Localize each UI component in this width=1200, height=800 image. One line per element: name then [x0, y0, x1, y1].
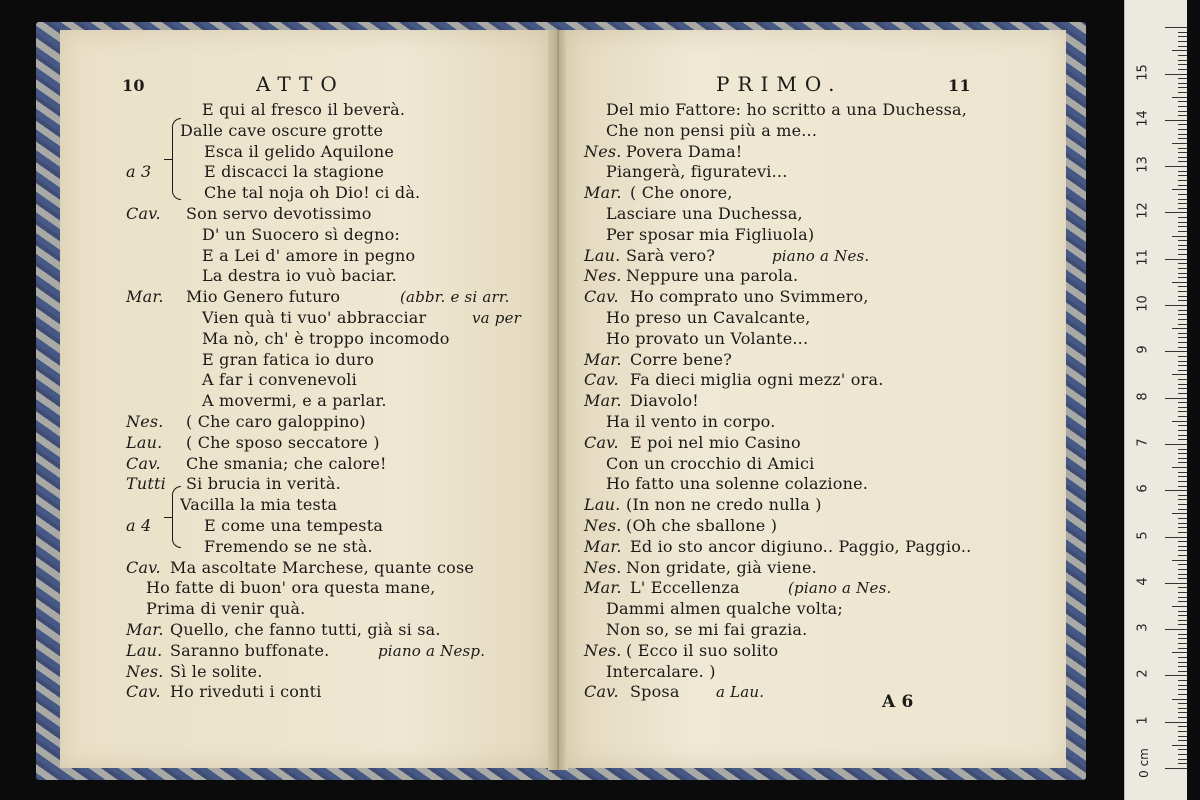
- ruler-tick: [1178, 92, 1187, 93]
- ruler-tick: [1172, 560, 1187, 561]
- verse-line: A far i convenevoli: [202, 370, 357, 390]
- ruler-tick: [1178, 411, 1187, 412]
- verse-line: Prima di venir quà.: [146, 599, 306, 619]
- ruler-tick: [1178, 541, 1187, 542]
- speaker-label: Cav.: [584, 287, 619, 307]
- speaker-label: Cav.: [584, 370, 619, 390]
- verse-line: E gran fatica io duro: [202, 349, 375, 369]
- verse-line: Ho provato un Volante...: [606, 328, 809, 348]
- ruler-tick: [1178, 648, 1187, 649]
- ruler-tick: [1178, 736, 1187, 737]
- ruler-tick: [1178, 129, 1187, 130]
- ruler-tick: [1178, 662, 1187, 663]
- ruler-tick: [1165, 768, 1187, 769]
- verse-line: ( Che caro galoppino): [186, 412, 366, 431]
- ruler-tick: [1178, 134, 1187, 135]
- speaker-label: Nes.: [584, 516, 622, 535]
- measuring-ruler: [1124, 0, 1187, 800]
- ruler-tick: [1178, 370, 1187, 371]
- verse-line: E come una tempesta: [204, 516, 384, 535]
- right-page: [566, 30, 1066, 768]
- ruler-tick: [1178, 601, 1187, 602]
- ruler-tick: [1178, 347, 1187, 348]
- ruler-tick: [1178, 231, 1187, 232]
- ruler-tick: [1178, 180, 1187, 181]
- ruler-tick: [1165, 490, 1187, 491]
- speaker-label: a 4: [126, 516, 152, 535]
- speaker-label: Mar.: [126, 287, 164, 307]
- page-number: 10: [122, 76, 145, 95]
- ruler-tick: [1178, 324, 1187, 325]
- speaker-label: Mar.: [584, 183, 622, 203]
- ruler-tick: [1178, 592, 1187, 593]
- ruler-tick: [1178, 291, 1187, 292]
- speaker-label: Lau.: [584, 495, 621, 515]
- speaker-label: Mar.: [584, 349, 622, 369]
- verse-line: Ma nò, ch' è troppo incomodo: [202, 328, 450, 348]
- ruler-tick: [1178, 226, 1187, 227]
- ruler-tick: [1178, 462, 1187, 463]
- ruler-tick: [1172, 236, 1187, 237]
- ruler-tick: [1178, 310, 1187, 311]
- ruler-tick: [1178, 486, 1187, 487]
- ruler-tick: [1178, 115, 1187, 116]
- ruler-number: 1: [1135, 716, 1151, 725]
- ruler-tick: [1178, 138, 1187, 139]
- stage-direction: va per: [472, 309, 522, 327]
- ruler-tick: [1165, 74, 1187, 75]
- ruler-tick: [1178, 249, 1187, 250]
- verse-line: Piangerà, figuratevi...: [606, 162, 788, 182]
- verse-line: Vacilla la mia testa: [180, 495, 338, 515]
- ruler-tick: [1178, 685, 1187, 686]
- ruler-tick: [1178, 416, 1187, 417]
- speaker-label: Nes.: [584, 266, 622, 286]
- verse-line: D' un Suocero sì degno:: [202, 224, 400, 244]
- verse-line: Non so, se mi fai grazia.: [606, 620, 808, 639]
- ruler-tick: [1178, 203, 1187, 204]
- ruler-tick: [1178, 555, 1187, 556]
- ruler-tick: [1178, 504, 1187, 505]
- ruler-tick: [1178, 342, 1187, 343]
- ruler-tick: [1165, 583, 1187, 584]
- ruler-tick: [1178, 615, 1187, 616]
- speaker-label: Nes.: [126, 661, 164, 681]
- verse-line: Sposa: [630, 682, 680, 702]
- ruler-tick: [1178, 60, 1187, 61]
- ruler-tick: [1178, 546, 1187, 547]
- ruler-tick: [1178, 69, 1187, 70]
- ruler-tick: [1178, 46, 1187, 47]
- ruler-number: 15: [1135, 63, 1151, 81]
- ruler-tick: [1178, 148, 1187, 149]
- verse-line: Ho riveduti i conti: [170, 682, 322, 702]
- ruler-tick: [1178, 634, 1187, 635]
- speaker-label: Mar.: [584, 536, 622, 556]
- ruler-tick: [1178, 268, 1187, 269]
- ruler-tick: [1178, 157, 1187, 158]
- ruler-tick: [1178, 638, 1187, 639]
- verse-line: Che non pensi più a me...: [606, 120, 818, 140]
- ruler-tick: [1165, 444, 1187, 445]
- verse-line: Non gridate, già viene.: [626, 557, 817, 577]
- speaker-label: Cav.: [126, 453, 161, 473]
- ruler-number: 9: [1135, 345, 1151, 354]
- verse-line: E qui al fresco il beverà.: [202, 100, 406, 119]
- verse-line: ( Che onore,: [630, 183, 733, 203]
- signature-mark: A 6: [882, 692, 914, 712]
- speaker-label: Cav.: [584, 682, 619, 702]
- verse-line: E a Lei d' amore in pegno: [202, 245, 416, 265]
- verse-line: Ho fatte di buon' ora questa mane,: [146, 578, 436, 598]
- ruler-tick: [1178, 273, 1187, 274]
- ruler-tick: [1178, 185, 1187, 186]
- speaker-label: Cav.: [584, 432, 619, 452]
- ruler-tick: [1178, 319, 1187, 320]
- speaker-label: Lau.: [126, 640, 163, 660]
- verse-line: ( Che sposo seccatore ): [186, 432, 380, 452]
- verse-line: Ho fatto una solenne colazione.: [606, 474, 869, 494]
- book-spine: [548, 30, 568, 770]
- ruler-tick: [1172, 328, 1187, 329]
- ruler-number: 3: [1135, 623, 1151, 632]
- page-header: ATTO: [256, 72, 345, 96]
- ruler-tick: [1178, 611, 1187, 612]
- ruler-tick: [1178, 314, 1187, 315]
- ruler-tick: [1172, 189, 1187, 190]
- ruler-tick: [1178, 569, 1187, 570]
- ruler-tick: [1172, 50, 1187, 51]
- speaker-label: Nes.: [584, 557, 622, 577]
- ruler-tick: [1178, 763, 1187, 764]
- verse-line: Ed io sto ancor digiuno.. Paggio, Paggio..: [630, 536, 972, 556]
- ruler-number: 7: [1135, 438, 1151, 447]
- ruler-tick: [1178, 36, 1187, 37]
- speaker-label: Nes.: [584, 141, 622, 161]
- ruler-tick: [1178, 402, 1187, 403]
- ruler-tick: [1178, 161, 1187, 162]
- ruler-tick: [1172, 467, 1187, 468]
- verse-line: Ha il vento in corpo.: [606, 412, 776, 431]
- ruler-tick: [1178, 337, 1187, 338]
- ruler-tick: [1178, 449, 1187, 450]
- verse-line: Ho preso un Cavalcante,: [606, 308, 811, 327]
- ruler-tick: [1178, 495, 1187, 496]
- stage-direction: piano a Nes.: [772, 246, 870, 265]
- verse-line: L' Eccellenza: [630, 578, 740, 598]
- ruler-tick: [1178, 587, 1187, 588]
- ruler-tick: [1172, 421, 1187, 422]
- ruler-tick: [1178, 384, 1187, 385]
- verse-line: Intercalare. ): [606, 661, 716, 681]
- ruler-tick: [1178, 254, 1187, 255]
- ruler-tick: [1178, 379, 1187, 380]
- ruler-tick: [1178, 356, 1187, 357]
- verse-line: Che smania; che calore!: [186, 453, 387, 473]
- speaker-label: Lau.: [584, 245, 621, 265]
- stage-direction: (abbr. e si arr.: [400, 288, 510, 307]
- verse-line: Dalle cave oscure grotte: [180, 120, 384, 140]
- ruler-tick: [1172, 282, 1187, 283]
- speaker-label: Cav.: [126, 682, 161, 702]
- ruler-tick: [1178, 518, 1187, 519]
- ruler-tick: [1172, 143, 1187, 144]
- ruler-tick: [1178, 532, 1187, 533]
- speaker-label: Cav.: [126, 557, 161, 577]
- ruler-tick: [1178, 564, 1187, 565]
- ruler-tick: [1178, 754, 1187, 755]
- verse-line: Ma ascoltate Marchese, quante cose: [170, 557, 475, 577]
- ruler-tick: [1178, 286, 1187, 287]
- ruler-tick: [1178, 509, 1187, 510]
- ruler-tick: [1178, 425, 1187, 426]
- ruler-tick: [1172, 97, 1187, 98]
- ruler-tick: [1165, 120, 1187, 121]
- ruler-tick: [1178, 453, 1187, 454]
- ruler-tick: [1178, 407, 1187, 408]
- ruler-tick: [1178, 199, 1187, 200]
- speaker-label: a 3: [126, 162, 152, 182]
- ruler-tick: [1178, 476, 1187, 477]
- ruler-number: 4: [1135, 577, 1151, 586]
- verse-line: Sì le solite.: [170, 661, 263, 681]
- ruler-tick: [1178, 726, 1187, 727]
- ruler-tick: [1178, 458, 1187, 459]
- verse-line: Per sposar mia Figliuola): [606, 224, 815, 244]
- ruler-tick: [1178, 78, 1187, 79]
- page-number: 11: [948, 76, 971, 95]
- verse-line: Del mio Fattore: ho scritto a una Duchessa,: [606, 100, 968, 119]
- ruler-tick: [1165, 166, 1187, 167]
- verse-line: Dammi almen qualche volta;: [606, 599, 843, 619]
- ruler-tick: [1178, 680, 1187, 681]
- ruler-tick: [1178, 240, 1187, 241]
- speaker-label: Nes.: [584, 640, 622, 660]
- verse-line: Povera Dama!: [626, 141, 743, 161]
- ruler-tick: [1178, 694, 1187, 695]
- page-header: PRIMO.: [716, 72, 843, 96]
- verse-line: Mio Genero futuro: [186, 287, 341, 307]
- ruler-tick: [1178, 296, 1187, 297]
- ruler-tick: [1172, 374, 1187, 375]
- ruler-tick: [1178, 171, 1187, 172]
- ruler-tick: [1178, 64, 1187, 65]
- ruler-tick: [1178, 689, 1187, 690]
- ruler-number: 5: [1135, 530, 1151, 540]
- ruler-tick: [1178, 124, 1187, 125]
- ruler-tick: [1178, 749, 1187, 750]
- ruler-number: 11: [1135, 248, 1151, 266]
- verse-line: A movermi, e a parlar.: [202, 391, 387, 411]
- ruler-tick: [1178, 740, 1187, 741]
- verse-line: Quello, che fanno tutti, già si sa.: [170, 620, 441, 639]
- ruler-tick: [1165, 629, 1187, 630]
- verse-line: Sarà vero?: [626, 245, 716, 265]
- ruler-tick: [1178, 671, 1187, 672]
- ruler-tick: [1178, 657, 1187, 658]
- ruler-tick: [1178, 717, 1187, 718]
- ruler-tick: [1178, 523, 1187, 524]
- ruler-tick: [1172, 652, 1187, 653]
- ruler-tick: [1172, 699, 1187, 700]
- ruler-tick: [1165, 537, 1187, 538]
- ruler-number: 12: [1135, 202, 1151, 220]
- verse-line: Fremendo se ne stà.: [204, 536, 373, 556]
- ruler-tick: [1178, 222, 1187, 223]
- ruler-tick: [1165, 722, 1187, 723]
- ruler-tick: [1178, 152, 1187, 153]
- ruler-tick: [1178, 439, 1187, 440]
- ruler-unit-label: 0 cm: [1137, 748, 1151, 778]
- verse-line: E discacci la stagione: [204, 162, 385, 182]
- speaker-label: Mar.: [584, 578, 622, 598]
- verse-line: (Oh che sballone ): [626, 516, 778, 535]
- verse-line: Si brucia in verità.: [186, 474, 341, 494]
- speaker-label: Mar.: [126, 620, 164, 639]
- stage-direction: (piano a Nes.: [788, 579, 892, 598]
- verse-line: Diavolo!: [630, 391, 699, 411]
- ruler-tick: [1178, 245, 1187, 246]
- ruler-tick: [1165, 212, 1187, 213]
- ruler-tick: [1178, 365, 1187, 366]
- verse-line: Fa dieci miglia ogni mezz' ora.: [630, 370, 884, 390]
- ruler-tick: [1165, 675, 1187, 676]
- ruler-tick: [1178, 101, 1187, 102]
- ruler-tick: [1178, 388, 1187, 389]
- verse-line: Ho comprato uno Svimmero,: [630, 287, 869, 307]
- ruler-tick: [1178, 111, 1187, 112]
- ruler-tick: [1178, 393, 1187, 394]
- verse-line: Esca il gelido Aquilone: [204, 141, 395, 161]
- verse-line: Con un crocchio di Amici: [606, 453, 815, 473]
- ruler-tick: [1178, 333, 1187, 334]
- ruler-tick: [1178, 643, 1187, 644]
- speaker-label: Nes.: [126, 412, 164, 431]
- ruler-tick: [1178, 194, 1187, 195]
- ruler-tick: [1178, 624, 1187, 625]
- stage-direction: a Lau.: [716, 683, 765, 702]
- ruler-tick: [1165, 27, 1187, 28]
- ruler-tick: [1178, 300, 1187, 301]
- ruler-tick: [1178, 32, 1187, 33]
- ruler-tick: [1172, 745, 1187, 746]
- ruler-tick: [1178, 574, 1187, 575]
- verse-line: ( Ecco il suo solito: [626, 640, 779, 660]
- verse-line: Vien quà ti vuo' abbracciar: [202, 308, 427, 327]
- ruler-tick: [1178, 499, 1187, 500]
- ruler-tick: [1178, 472, 1187, 473]
- verse-line: E poi nel mio Casino: [630, 432, 801, 452]
- ruler-tick: [1178, 527, 1187, 528]
- ruler-tick: [1178, 597, 1187, 598]
- verse-line: Che tal noja oh Dio! ci dà.: [204, 183, 421, 203]
- ruler-number: 8: [1135, 391, 1151, 401]
- ruler-number: 2: [1135, 669, 1151, 679]
- ruler-tick: [1178, 620, 1187, 621]
- verse-line: Saranno buffonate.: [170, 640, 330, 660]
- ruler-tick: [1178, 175, 1187, 176]
- ruler-tick: [1172, 606, 1187, 607]
- verse-line: Corre bene?: [630, 349, 732, 369]
- ruler-tick: [1178, 87, 1187, 88]
- ruler-tick: [1178, 712, 1187, 713]
- ruler-tick: [1178, 430, 1187, 431]
- ruler-tick: [1178, 550, 1187, 551]
- ruler-tick: [1165, 259, 1187, 260]
- ruler-tick: [1178, 106, 1187, 107]
- ruler-tick: [1178, 759, 1187, 760]
- ruler-number: 6: [1135, 484, 1151, 493]
- ruler-tick: [1178, 708, 1187, 709]
- ruler-tick: [1178, 83, 1187, 84]
- speaker-label: Tutti: [126, 474, 166, 494]
- ruler-tick: [1178, 217, 1187, 218]
- verse-line: (In non ne credo nulla ): [626, 495, 822, 515]
- ruler-tick: [1178, 361, 1187, 362]
- ruler-tick: [1172, 513, 1187, 514]
- ruler-tick: [1178, 435, 1187, 436]
- ruler-tick: [1165, 398, 1187, 399]
- stage-direction: piano a Nesp.: [378, 641, 486, 660]
- ruler-tick: [1178, 703, 1187, 704]
- ruler-tick: [1178, 277, 1187, 278]
- ruler-tick: [1178, 208, 1187, 209]
- verse-line: Lasciare una Duchessa,: [606, 204, 803, 223]
- ruler-number: 10: [1135, 295, 1151, 312]
- ruler-tick: [1178, 263, 1187, 264]
- ruler-tick: [1165, 351, 1187, 352]
- ruler-tick: [1178, 41, 1187, 42]
- ruler-tick: [1178, 55, 1187, 56]
- ruler-tick: [1178, 481, 1187, 482]
- left-page: [60, 30, 552, 768]
- verse-line: Son servo devotissimo: [186, 204, 372, 223]
- speaker-label: Cav.: [126, 204, 161, 223]
- verse-line: La destra io vuò baciar.: [202, 266, 397, 286]
- verse-line: Neppure una parola.: [626, 266, 799, 286]
- speaker-label: Lau.: [126, 432, 163, 452]
- speaker-label: Mar.: [584, 391, 622, 411]
- ruler-number: 13: [1135, 156, 1151, 173]
- ruler-tick: [1178, 731, 1187, 732]
- ruler-number: 14: [1135, 110, 1151, 127]
- ruler-tick: [1165, 305, 1187, 306]
- ruler-tick: [1178, 666, 1187, 667]
- ruler-tick: [1178, 578, 1187, 579]
